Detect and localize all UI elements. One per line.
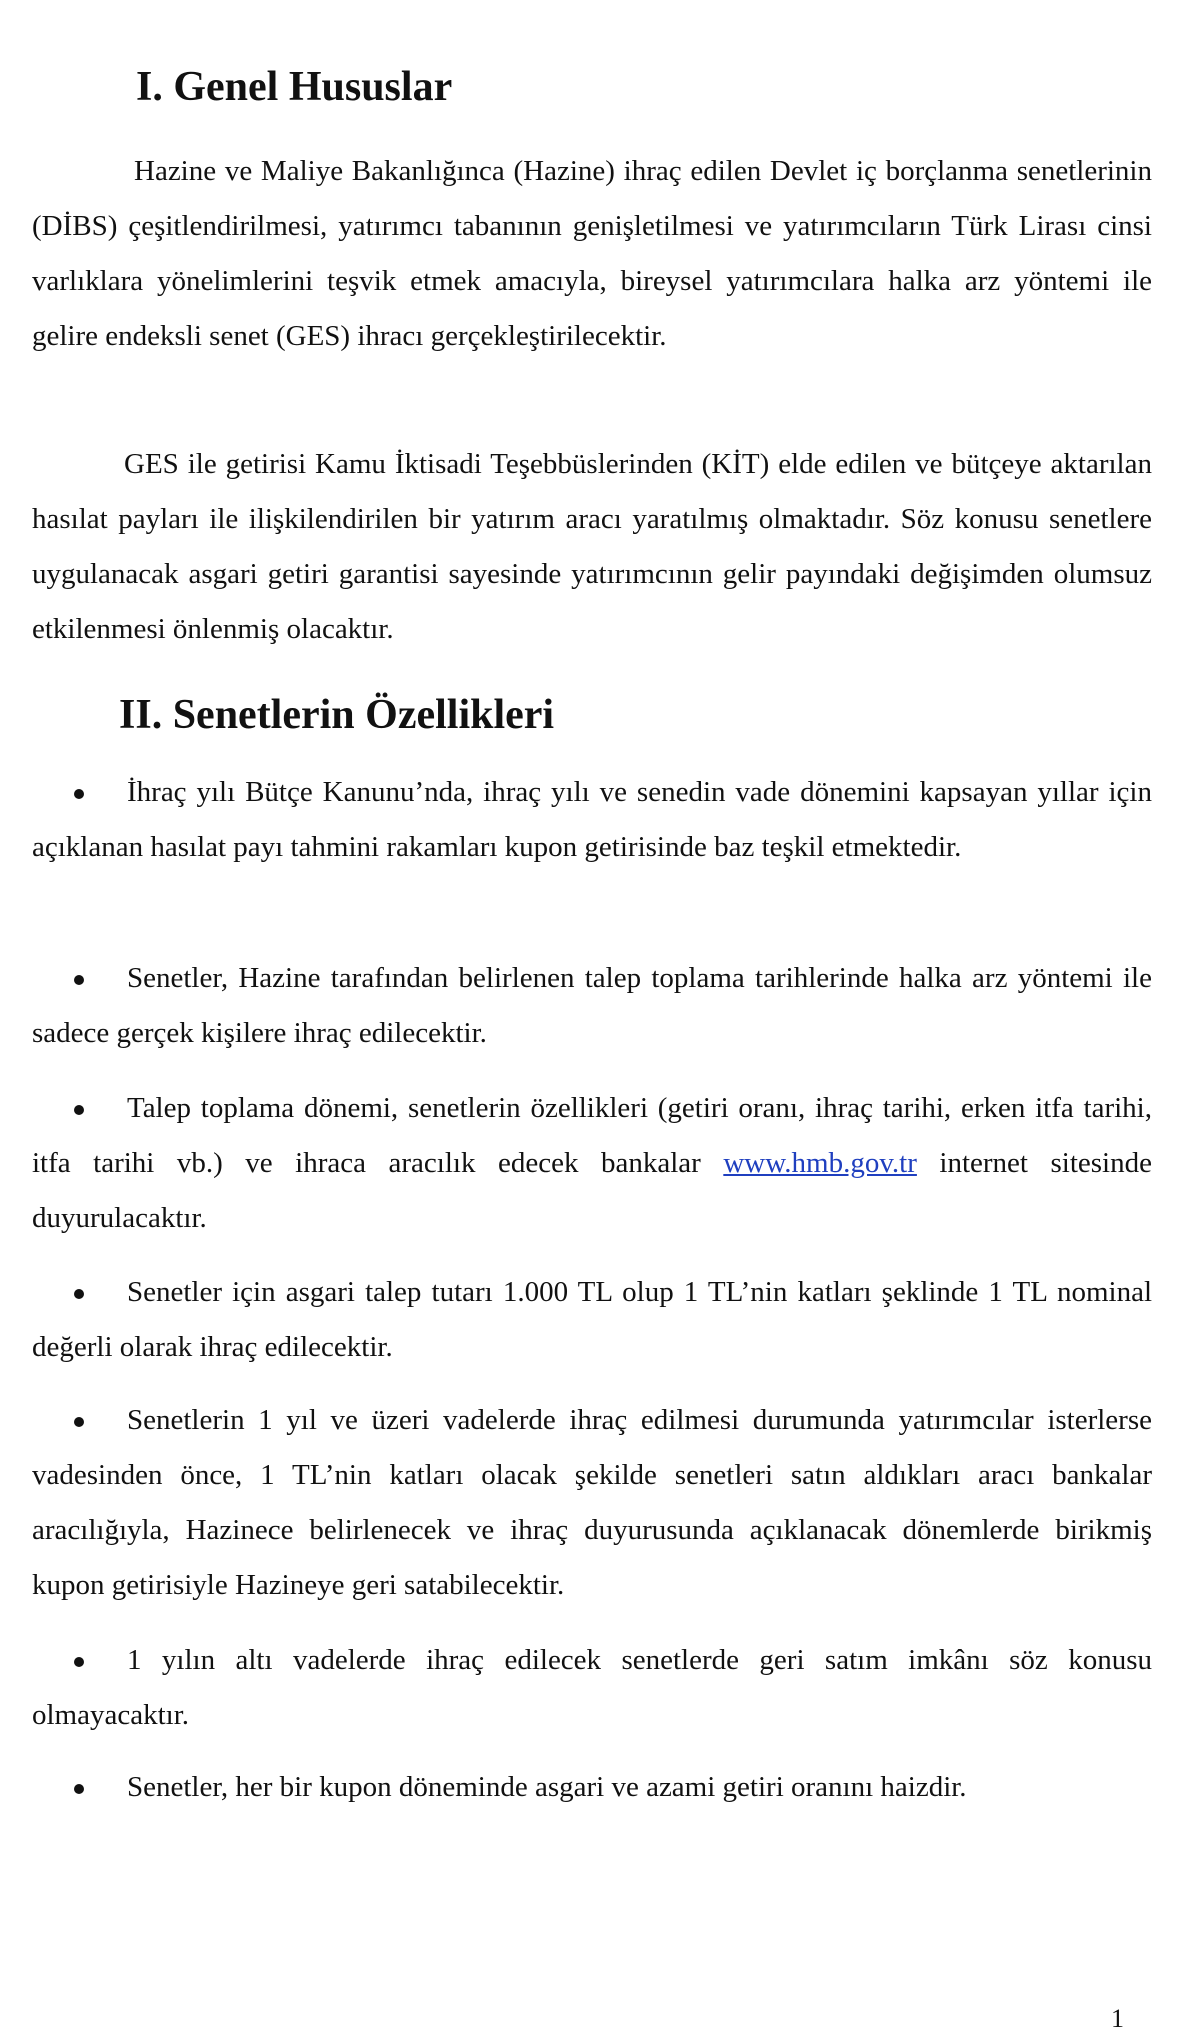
list-item-text: Senetler için asgari talep tutarı 1.000 TL olup 1 TL’nin katları şeklinde 1 TL nominal değerli olarak ihraç edilecektir.: [32, 1276, 1152, 1363]
list-item-text-before-link: Talep toplama dönemi, senetlerin özellikleri (getiri oranı, ihraç tarihi, erken itfa tarihi, itfa tarihi vb.) ve ihraca aracılık edecek bankalar: [32, 1092, 1152, 1179]
list-item-text: Senetler, her bir kupon döneminde asgari ve azami getiri oranını haizdir.: [127, 1771, 967, 1803]
section-1-paragraph-2: GES ile getirisi Kamu İktisadi Teşebbüslerinden (KİT) elde edilen ve bütçeye aktarılan hasılat payları ile ilişkilendirilen bir yatırım aracı yaratılmış olmaktadır. Söz konusu senetlere uygulanacak asgari getiri garantisi sayesinde yatırımcının gelir payındaki değişimden olumsuz etkilenmesi önlenmiş olacaktır.: [32, 448, 1152, 645]
bullet-icon: [74, 789, 84, 799]
section-1-heading: I. Genel Hususlar: [136, 64, 453, 110]
list-item: [32, 1081, 1152, 1246]
list-item: [32, 1393, 1152, 1613]
section-1-paragraph-1: Hazine ve Maliye Bakanlığınca (Hazine) ihraç edilen Devlet iç borçlanma senetlerinin (DİBS) çeşitlendirilmesi, yatırımcı tabanının genişletilmesi ve yatırımcıların Türk Lirası cinsi varlıklara yönelimlerini teşvik etmek amacıyla, bireysel yatırımcılara halka arz yöntemi ile gelire endeksli senet (GES) ihracı gerçekleştirilecektir.: [32, 155, 1152, 352]
section-2-heading: II. Senetlerin Özellikleri: [119, 692, 555, 738]
bullet-icon: [74, 1289, 84, 1299]
list-item-text: Senetlerin 1 yıl ve üzeri vadelerde ihraç edilmesi durumunda yatırımcılar isterlerse vadesinden önce, 1 TL’nin katları olacak şekilde senetleri satın aldıkları aracı bankalar aracılığıyla, Hazinece belirlenecek ve ihraç duyurusunda açıklanacak dönemlerde birikmiş kupon getirisiyle Hazineye geri satabilecektir.: [32, 1404, 1152, 1601]
bullet-icon: [74, 1105, 84, 1115]
list-item: [32, 951, 1152, 1061]
bullet-icon: [74, 1417, 84, 1427]
list-item: [32, 765, 1152, 875]
list-item-text: İhraç yılı Bütçe Kanunu’nda, ihraç yılı ve senedin vade dönemini kapsayan yıllar için açıklanan hasılat payı tahmini rakamları kupon getirisinde baz teşkil etmektedir.: [32, 776, 1152, 863]
bullet-icon: [74, 1657, 84, 1667]
list-item: [32, 1760, 1152, 1815]
list-item-text: 1 yılın altı vadelerde ihraç edilecek senetlerde geri satım imkânı söz konusu olmayacaktır.: [32, 1644, 1152, 1731]
list-item-text-after-link: internet sitesinde duyurulacaktır.: [32, 1147, 1152, 1234]
bullet-icon: [74, 1784, 84, 1794]
bullet-icon: [74, 975, 84, 985]
list-item: [32, 1633, 1152, 1743]
page-number: 1: [1111, 2004, 1124, 2033]
hmb-website-link[interactable]: www.hmb.gov.tr: [723, 1147, 917, 1179]
list-item-text: Senetler, Hazine tarafından belirlenen talep toplama tarihlerinde halka arz yöntemi ile sadece gerçek kişilere ihraç edilecektir.: [32, 962, 1152, 1049]
list-item: [32, 1265, 1152, 1375]
